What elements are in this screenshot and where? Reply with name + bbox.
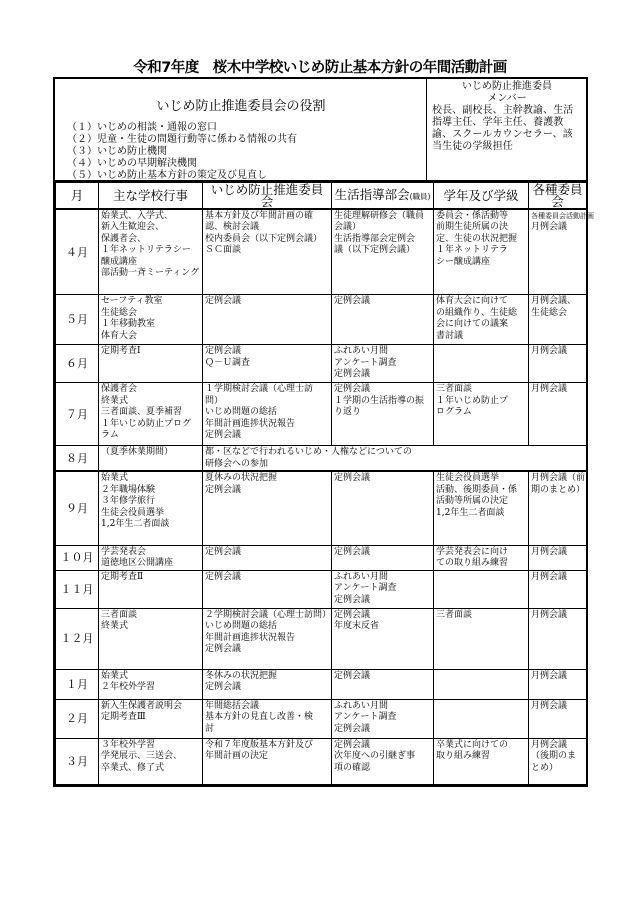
councils-cell — [529, 345, 587, 383]
committee-line: ＳＣ面談 — [205, 245, 242, 255]
grade-line: １年いじめ防止プ — [436, 395, 509, 406]
table-row — [56, 209, 587, 295]
table-row — [56, 471, 587, 545]
councils-line: 月例会議 — [531, 546, 568, 557]
school-line: ３年校外学習 — [101, 739, 156, 750]
grade-line: 会に向けての議案 — [436, 319, 509, 329]
header-school-events: 主な学校行事 — [99, 183, 203, 209]
guidance-line: 次年度への引継ぎ事 — [334, 751, 416, 761]
grade-line: 学芸発表会に向け — [436, 546, 509, 557]
councils-cell — [529, 699, 587, 738]
grade-cell — [434, 295, 529, 345]
grade-cell — [434, 545, 529, 570]
committee-line: 定例会議 — [205, 571, 242, 582]
table-header-row — [56, 183, 587, 209]
councils-cell — [529, 608, 587, 669]
guidance-line: 定例会議 — [334, 473, 371, 483]
guidance-line: 定例会議 — [334, 296, 371, 306]
school-line: 定期考査Ⅱ — [101, 571, 144, 582]
members-list: 校長、副校長、主幹教諭、生活指導主任、学年主任、養護教諭、スクールカウンセラー、該当生徒の学級担任 — [432, 105, 574, 152]
councils-line: 月例会議、 — [531, 296, 577, 306]
school-line: 体育大会 — [101, 330, 138, 341]
committee-line: 定例会議 — [205, 430, 242, 440]
guidance-cell — [332, 669, 434, 699]
guidance-line: ふれあい月間 — [334, 700, 389, 711]
grade-cell — [434, 345, 529, 383]
committee-cell — [203, 738, 332, 784]
guidance-line: 定例会議 — [334, 670, 371, 681]
committee-line: 年間計画進捗状況報告 — [205, 418, 296, 429]
school-line: 終業式 — [101, 395, 129, 406]
school-line: 生徒総会 — [101, 307, 138, 318]
roles-item: （１）いじめの相談・通報の窓口 — [67, 122, 217, 133]
school-line: 部活動一斉ミーティング — [101, 268, 200, 278]
grade-cell — [434, 699, 529, 738]
school-line: 始業式、入学式、 — [101, 210, 174, 221]
committee-line: 冬休みの状況把握 — [205, 670, 278, 681]
grade-line: 前期生徒所属の決 — [436, 222, 509, 232]
school-cell — [99, 545, 203, 570]
month-cell: ９月 — [56, 471, 99, 545]
guidance-line: 議（以下定例会議） — [334, 245, 416, 255]
committee-cell — [203, 608, 332, 669]
committee-line: 年間計画の決定 — [205, 751, 269, 761]
school-line: 保護者会 — [101, 384, 138, 394]
header-guidance-note: (職員) — [409, 192, 431, 201]
committee-roles-box — [55, 79, 427, 180]
school-line: １年移動教室 — [101, 319, 156, 329]
grade-cell — [434, 608, 529, 669]
merged-cell — [203, 446, 587, 472]
guidance-line: 生活指導部会定例会 — [334, 233, 416, 244]
grade-cell — [434, 738, 529, 784]
guidance-line: 年度末反省 — [334, 621, 380, 631]
grade-line: 三者面談 — [436, 609, 473, 620]
committee-line: ２学期検討会議（心理士訪問） — [205, 609, 332, 620]
school-cell — [99, 471, 203, 545]
month-cell: ７月 — [56, 383, 99, 446]
guidance-cell — [332, 570, 434, 608]
committee-line: 令和７年度版基本方針及び — [205, 739, 314, 750]
month-cell: １２月 — [56, 608, 99, 669]
guidance-cell — [332, 545, 434, 570]
guidance-line: アンケート調査 — [334, 583, 397, 593]
month-cell: １月 — [56, 669, 99, 699]
guidance-line: １学期の生活指導の振 — [334, 395, 425, 406]
committee-line: いじめ問題の総括 — [205, 621, 278, 631]
committee-line: 夏休みの状況把握 — [205, 473, 278, 483]
guidance-line: 定例会議 — [334, 369, 371, 379]
members-subtitle: メンバー — [487, 93, 527, 104]
councils-line: 月例会議 — [531, 670, 568, 681]
guidance-line: り返り — [334, 407, 362, 417]
month-cell: １１月 — [56, 570, 99, 608]
school-line: ２年職場体験 — [101, 484, 156, 495]
school-line: 始業式 — [101, 473, 129, 483]
guidance-cell — [332, 471, 434, 545]
school-line: 卒業式、修了式 — [101, 762, 165, 773]
grade-cell — [434, 570, 529, 608]
committee-line: 定例会議 — [205, 484, 242, 495]
school-line: 新入生保護者説明会 — [101, 700, 183, 711]
school-cell — [99, 570, 203, 608]
councils-cell — [529, 738, 587, 784]
committee-line: 年間計画進捗状況報告 — [205, 632, 296, 643]
councils-line: 月例会議 — [531, 700, 568, 711]
table-row — [56, 345, 587, 383]
month-cell: ６月 — [56, 345, 99, 383]
guidance-line: 定例会議 — [334, 739, 371, 750]
committee-line: 定例会議 — [205, 346, 242, 356]
school-line: ２年校外学習 — [101, 682, 156, 692]
school-line: 新入生歓迎会、 — [101, 222, 165, 232]
table-row — [56, 295, 587, 345]
councils-line: 生徒総会 — [531, 307, 568, 318]
annual-plan-table — [55, 182, 594, 785]
school-cell — [99, 383, 203, 446]
committee-line: 問） — [205, 395, 224, 406]
header-grade: 学年及び学級 — [434, 183, 529, 209]
guidance-line: ふれあい月間 — [334, 346, 389, 356]
grade-line: 活動等所属の決定 — [436, 496, 509, 506]
guidance-cell — [332, 383, 434, 446]
header-guidance-label: 生活指導部会 — [334, 187, 410, 202]
header-councils: 各種委員会 — [529, 183, 587, 209]
school-cell — [99, 699, 203, 738]
grade-line: 定、生徒の状況把握 — [436, 233, 518, 244]
school-cell — [99, 608, 203, 669]
councils-cell — [529, 209, 594, 295]
committee-cell — [203, 295, 332, 345]
committee-line: 認、検討会議 — [205, 222, 260, 232]
committee-cell — [203, 209, 332, 295]
committee-line: 校内委員会（以下定例会議） — [205, 233, 323, 244]
committee-line: Ｑ－Ｕ調査 — [205, 357, 251, 368]
guidance-line: アンケート調査 — [334, 357, 397, 368]
school-cell — [99, 738, 203, 784]
grade-line: 体育大会に向けて — [436, 296, 509, 306]
guidance-cell — [332, 209, 434, 295]
committee-cell — [203, 570, 332, 608]
committee-line: 討 — [205, 723, 215, 734]
committee-line: 年間総括会議 — [205, 700, 260, 711]
school-line: １年いじめ防止プログ — [101, 418, 192, 429]
month-cell: ４月 — [56, 209, 99, 295]
table-row — [56, 608, 587, 669]
councils-line: 月例会議 — [531, 222, 568, 232]
councils-cell — [529, 545, 587, 570]
committee-line: 基本方針の見直し改善・検 — [205, 712, 314, 722]
guidance-line: ふれあい月間 — [334, 571, 389, 582]
committee-cell — [203, 471, 332, 545]
month-cell: ２月 — [56, 699, 99, 738]
school-line: 三者面談 — [101, 609, 138, 620]
school-cell — [99, 446, 203, 472]
councils-line: 月例会議 — [531, 384, 568, 394]
councils-line: 各種委員会活動計画 — [531, 211, 594, 220]
school-cell — [99, 669, 203, 699]
month-cell: １０月 — [56, 545, 99, 570]
school-line: 学芸発表会 — [101, 546, 147, 557]
roles-list — [67, 122, 297, 182]
school-cell — [99, 209, 203, 295]
school-cell — [99, 345, 203, 383]
school-line: 始業式 — [101, 670, 129, 681]
councils-line: 期のまとめ） — [531, 484, 586, 495]
roles-item: （４）いじめの早期解決機関 — [67, 158, 197, 169]
grade-line: 書討議 — [436, 330, 464, 341]
committee-cell — [203, 669, 332, 699]
grade-line: の組織作り、生徒総 — [436, 307, 518, 318]
grade-cell — [434, 471, 529, 545]
members-title: いじめ防止推進委員 — [462, 81, 552, 92]
school-line: 1,2年生二者面談 — [101, 519, 170, 529]
school-line: 定期考査Ⅰ — [101, 346, 141, 356]
school-line: 定期考査Ⅲ — [101, 712, 146, 722]
grade-line: シー醸成講座 — [436, 256, 491, 267]
grade-line: ログラム — [436, 407, 472, 417]
guidance-line: 定例会議 — [334, 609, 371, 620]
committee-cell — [203, 699, 332, 738]
merged-line: 都・区などで行われるいじめ・人権などについての — [205, 447, 412, 457]
guidance-line: 項の確認 — [334, 762, 371, 773]
councils-cell — [529, 471, 587, 545]
guidance-line: 会議） — [334, 222, 362, 232]
table-row — [56, 570, 587, 608]
table-row — [56, 669, 587, 699]
guidance-cell — [332, 345, 434, 383]
grade-line: ての取り組み練習 — [436, 558, 509, 568]
committee-cell — [203, 345, 332, 383]
councils-line: 月例会議 — [531, 739, 568, 750]
table-row — [56, 446, 587, 472]
table-row — [56, 699, 587, 738]
councils-cell — [529, 669, 587, 699]
school-line: 道徳地区公開講座 — [101, 558, 174, 568]
school-line: 保護者会、 — [101, 233, 147, 244]
school-line: 醸成講座 — [101, 256, 138, 267]
grade-line: １年ネットリテラ — [436, 245, 508, 255]
committee-cell — [203, 545, 332, 570]
councils-line: とめ） — [531, 762, 559, 773]
councils-cell — [529, 570, 587, 608]
councils-line: 月例会議（前 — [531, 473, 586, 483]
committee-line: 定例会議 — [205, 682, 242, 692]
grade-line: 1,2年生二者面談 — [436, 507, 505, 518]
table-row — [56, 545, 587, 570]
committee-line: いじめ問題の総括 — [205, 407, 278, 417]
guidance-line: アンケート調査 — [334, 712, 397, 722]
guidance-line: 定例会議 — [334, 384, 371, 394]
table-row — [56, 383, 587, 446]
guidance-line: 生徒理解研修会（職員 — [334, 210, 425, 221]
guidance-line: 定例会議 — [334, 723, 371, 734]
school-line: ラム — [101, 430, 119, 440]
school-line: （夏季休業期間） — [101, 447, 174, 457]
school-line: 学発展示、三送会、 — [101, 751, 183, 761]
councils-line: 月例会議 — [531, 609, 568, 620]
guidance-cell — [332, 295, 434, 345]
guidance-line: 定例会議 — [334, 546, 371, 557]
councils-cell — [529, 295, 587, 345]
councils-line: （後期のま — [531, 751, 577, 761]
header-guidance — [332, 183, 434, 209]
committee-line: 定例会議 — [205, 546, 242, 557]
roles-item: （５）いじめ防止基本方針の策定及び見直し — [67, 170, 267, 181]
guidance-line: 定例会議 — [334, 594, 371, 605]
grade-line: 取り組み練習 — [436, 751, 491, 761]
committee-line: 定例会議 — [205, 296, 242, 306]
month-cell: ８月 — [56, 446, 99, 472]
school-cell — [99, 295, 203, 345]
roles-section — [55, 79, 586, 182]
members-box — [427, 79, 586, 180]
councils-line: 月例会議 — [531, 571, 568, 582]
roles-heading: いじめ防止推進委員会の役割 — [156, 99, 326, 114]
school-line: 生徒会役員選挙 — [101, 507, 165, 518]
month-cell: ３月 — [56, 738, 99, 784]
guidance-cell — [332, 699, 434, 738]
grade-line: 活動、後期委員・係 — [436, 484, 518, 495]
committee-line: １学期検討会議（心理士訪 — [205, 384, 314, 394]
school-line: 終業式 — [101, 621, 129, 631]
grade-cell — [434, 383, 529, 446]
school-line: 三者面談、夏季補習 — [101, 407, 183, 417]
grade-line: 卒業式に向けての — [436, 739, 509, 750]
grade-cell — [434, 209, 529, 295]
header-committee: いじめ防止推進委員会 — [203, 183, 332, 209]
plan-frame — [53, 77, 594, 787]
school-line: ３年修学旅行 — [101, 496, 156, 506]
committee-cell — [203, 383, 332, 446]
committee-line: 基本方針及び年間計画の確 — [205, 210, 314, 221]
councils-cell — [529, 383, 587, 446]
roles-item: （２）児童・生徒の問題行動等に係わる情報の共有 — [67, 134, 297, 145]
councils-line: 月例会議 — [531, 346, 568, 356]
school-line: １年ネットリテラシー — [101, 245, 191, 255]
header-month: 月 — [56, 183, 99, 209]
grade-line: 委員会・係活動等 — [436, 210, 509, 221]
merged-line: 研修会への参加 — [205, 458, 269, 469]
table-row — [56, 738, 587, 784]
guidance-cell — [332, 608, 434, 669]
grade-cell — [434, 669, 529, 699]
school-line: セーフティ教室 — [101, 296, 163, 306]
month-cell: ５月 — [56, 295, 99, 345]
guidance-cell — [332, 738, 434, 784]
plan-body — [56, 209, 594, 785]
grade-line: 三者面談 — [436, 384, 473, 394]
document-title: 令和7年度 桜木中学校いじめ防止基本方針の年間活動計画 — [133, 60, 507, 76]
committee-line: 定例会議 — [205, 644, 242, 654]
roles-item: （３）いじめ防止機関 — [67, 146, 167, 157]
grade-line: 生徒会役員選挙 — [436, 473, 500, 483]
